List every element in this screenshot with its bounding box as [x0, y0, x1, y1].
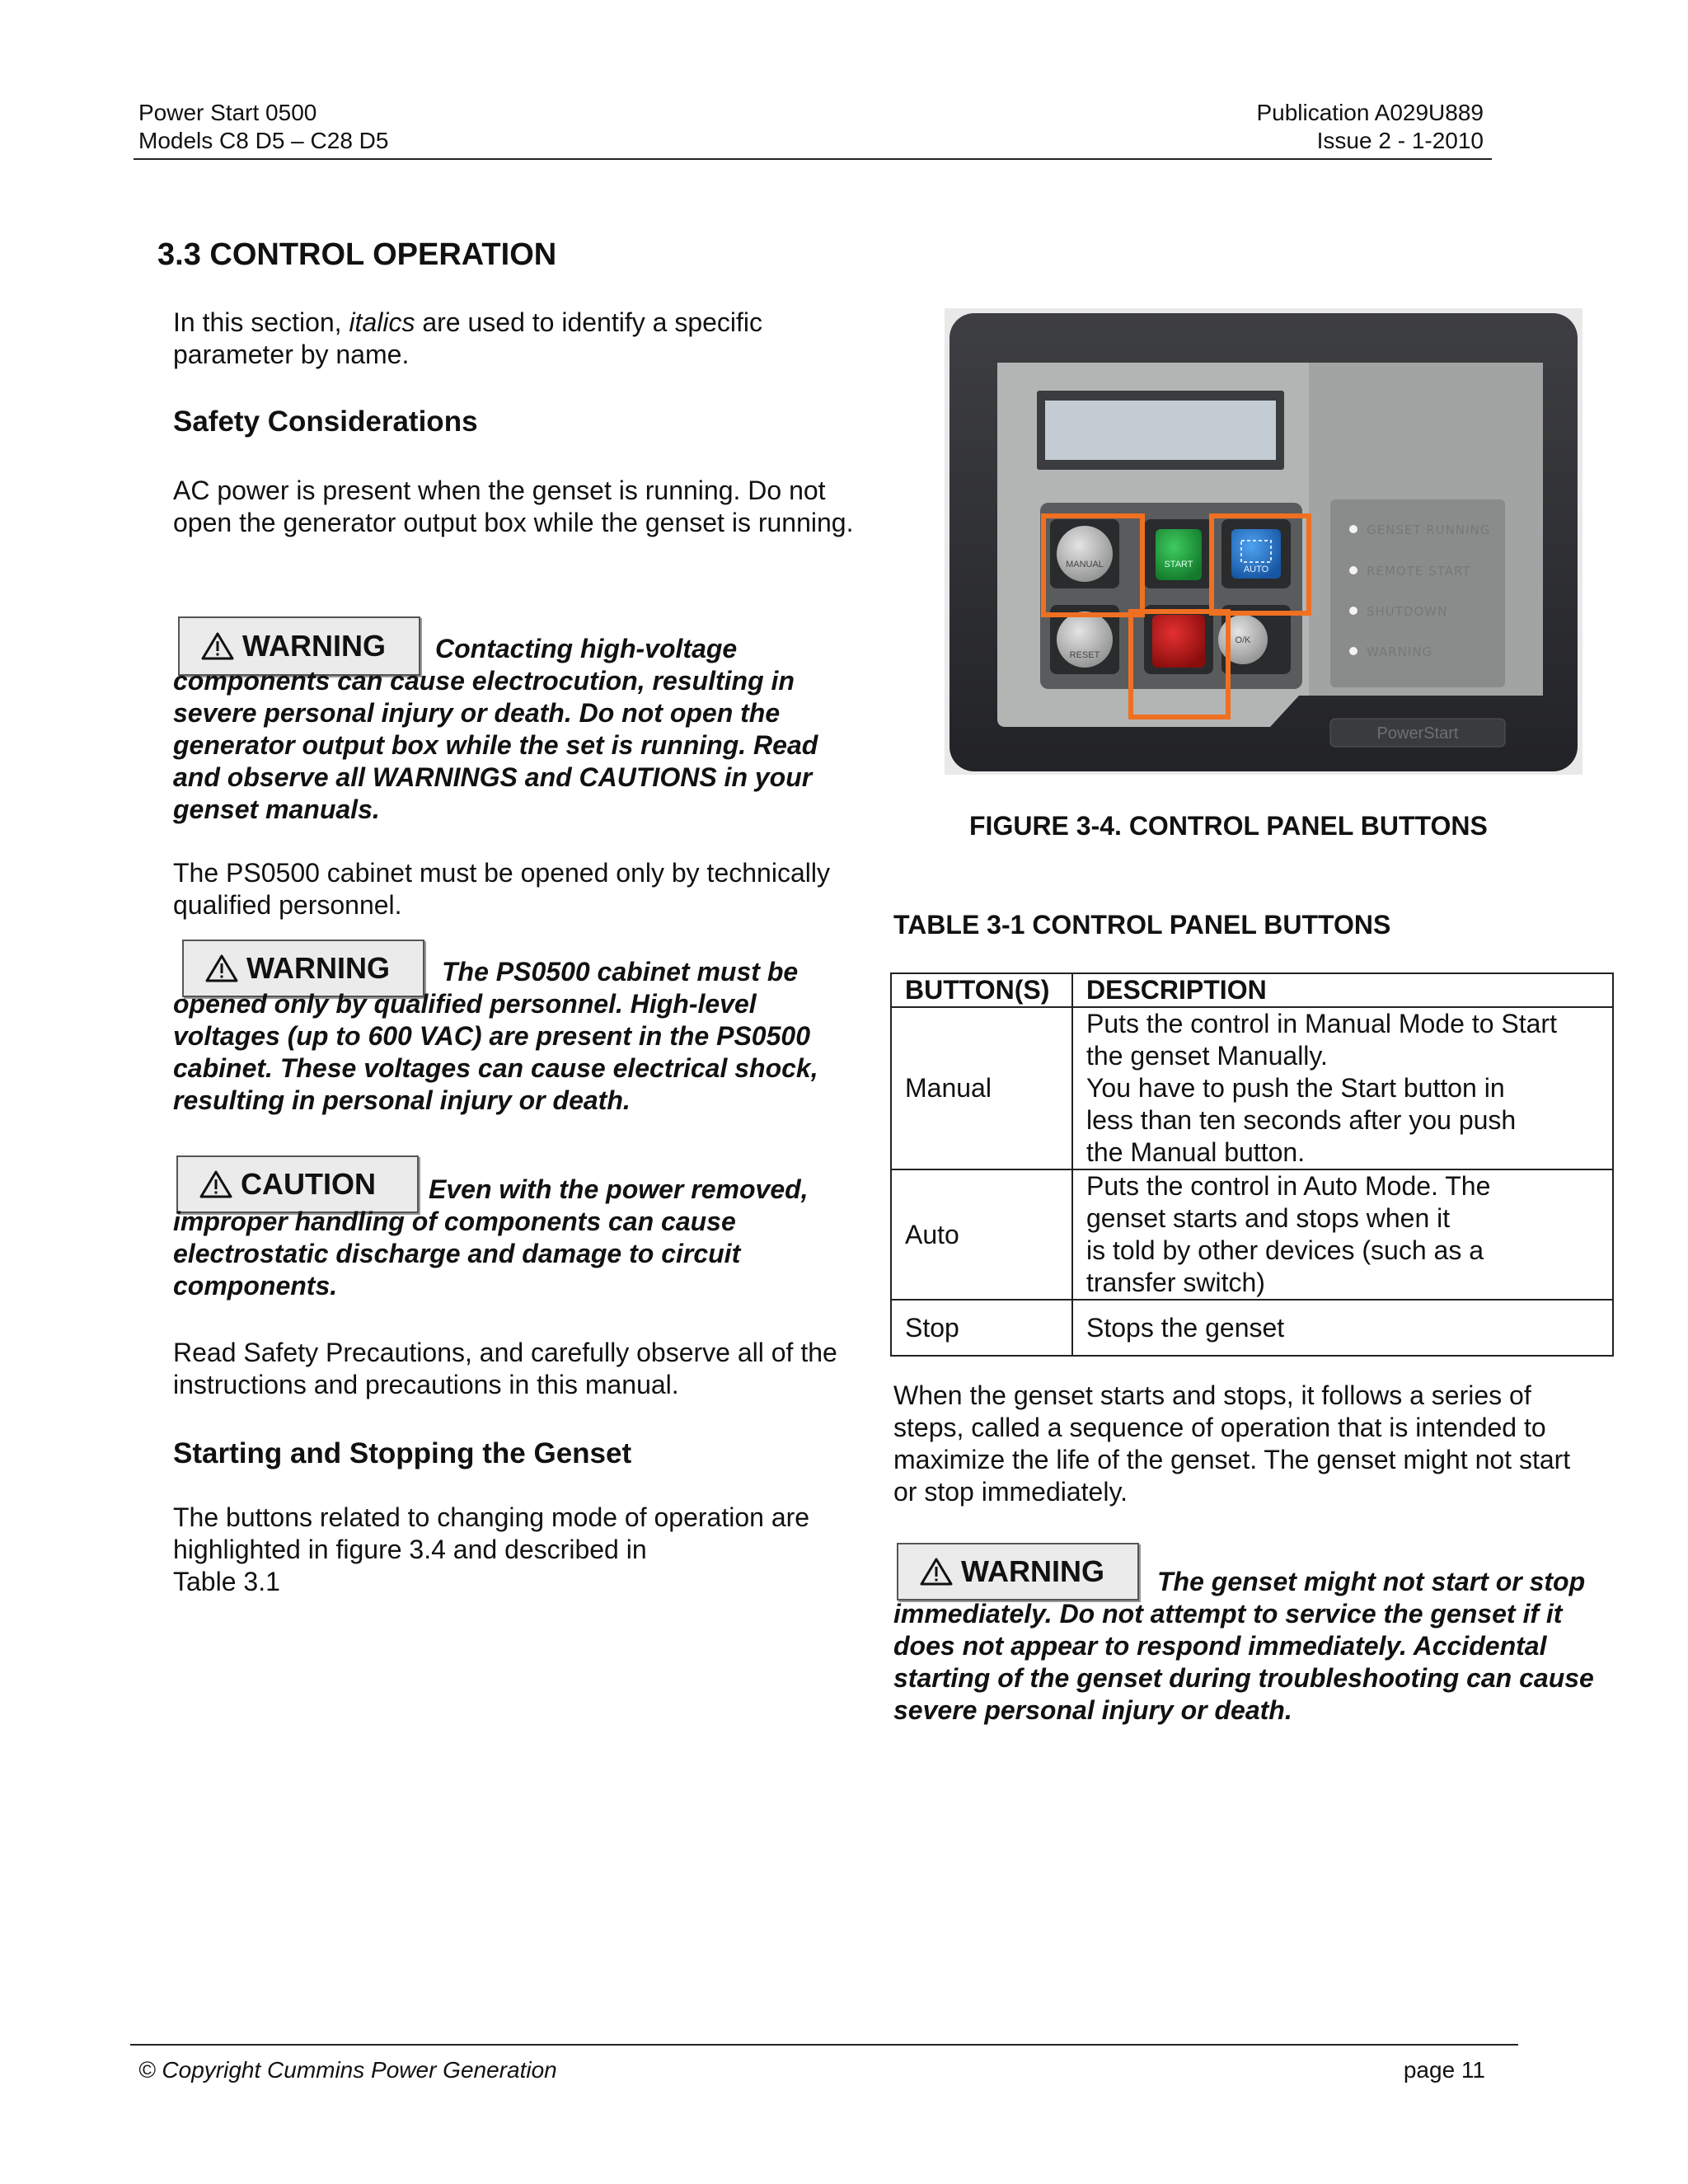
control-buttons-table — [890, 972, 1614, 1357]
led-label-genset-running: GENSET RUNNING — [1367, 523, 1491, 537]
table-header-row — [891, 973, 1613, 1007]
description-line: Puts the control in Auto Mode. The — [1086, 1171, 1491, 1201]
intro-text-after: are used to identify a specific parameter by name. — [173, 307, 763, 369]
warning-text-2 — [173, 956, 865, 1117]
warning-badge-label: WARNING — [246, 951, 390, 985]
description-line: the genset Manually. — [1086, 1041, 1328, 1071]
safety-heading: Safety Considerations — [173, 405, 478, 438]
safety-paragraph-2: The PS0500 cabinet must be opened only by technically qualified personnel. — [173, 858, 830, 920]
button-manual[interactable] — [1050, 519, 1119, 588]
starting-heading: Starting and Stopping the Genset — [173, 1437, 632, 1469]
warning-rest-3: stop immediately. Do not attempt to service the genset if it does not appear to respond immediately. Accidental starting of the genset during troubleshooting can cause severe personal injury or death. — [893, 1567, 1594, 1725]
footer-copyright: © Copyright Cummins Power Generation — [138, 2057, 557, 2083]
warning-rest-2: opened only by qualified personnel. High-level voltages (up to 600 VAC) are present in the PS0500 cabinet. These voltages can cause electrical shock, resulting in personal injury or death. — [173, 989, 818, 1115]
description-line: You have to push the Start button in — [1086, 1073, 1505, 1103]
table-row — [891, 1300, 1613, 1356]
brand-label: PowerStart — [1376, 724, 1459, 743]
caution-lead: Even with the power removed, — [429, 1174, 809, 1204]
table-header-description: DESCRIPTION — [1072, 973, 1613, 1007]
warning-lead-2: The PS0500 cabinet must be — [442, 957, 799, 987]
caution-badge-label: CAUTION — [241, 1167, 376, 1201]
led-label-shutdown: SHUTDOWN — [1367, 604, 1448, 619]
button-start[interactable] — [1144, 519, 1213, 588]
description-line: genset starts and stops when it — [1086, 1203, 1451, 1233]
header-rule — [134, 158, 1492, 160]
manual-label: MANUAL — [1066, 560, 1104, 569]
led-indicator — [1349, 525, 1357, 533]
table-row — [891, 1007, 1613, 1169]
description-line: less than ten seconds after you push — [1086, 1105, 1517, 1135]
warning-lead-3: The genset might not start or — [1157, 1567, 1522, 1596]
control-panel-figure — [945, 308, 1582, 775]
led-indicator — [1349, 607, 1357, 615]
footer-rule — [130, 2044, 1518, 2046]
intro-text-before: In this section, — [173, 307, 349, 337]
button-stop[interactable] — [1144, 605, 1213, 674]
warning-lead-1: Contacting high-voltage — [435, 634, 738, 663]
description-line: Stops the genset — [1086, 1312, 1285, 1343]
led-label-remote-start: REMOTE START — [1367, 564, 1471, 579]
warning-text-1 — [173, 633, 865, 826]
header-product: Power Start 0500 — [138, 100, 317, 125]
table-cell-button: Auto — [891, 1169, 1072, 1300]
warning-rest-1: components can cause electrocution, resulting in severe personal injury or death. Do not open the generator output box while the set is running. Read and observe all WARNINGS and CAUTIONS in your genset manuals. — [173, 666, 818, 824]
caution-rest: improper handling of components can cause electrostatic discharge and damage to circuit components. — [173, 1207, 741, 1301]
warning-badge-label: WARNING — [242, 629, 386, 663]
safety-paragraph-1: AC power is present when the genset is running. Do not open the generator output box while the genset is running. — [173, 476, 854, 537]
header-publication: Publication A029U889 — [1256, 100, 1484, 125]
sequence-paragraph: When the genset starts and stops, it follows a series of steps, called a sequence of operation that is intended to maximize the life of the genset. The genset might not start or stop immediately. — [893, 1380, 1571, 1507]
safety-paragraph-3: Read Safety Precautions, and carefully observe all of the instructions and precautions in this manual. — [173, 1338, 837, 1399]
control-panel-image — [945, 308, 1582, 775]
table-row — [891, 1169, 1613, 1300]
start-label: START — [1164, 560, 1193, 569]
section-title: 3.3 CONTROL OPERATION — [157, 237, 557, 272]
table-cell-description — [1072, 1169, 1613, 1300]
led-indicator — [1349, 647, 1357, 655]
description-line: transfer switch) — [1086, 1268, 1265, 1297]
ok-label: O/K — [1235, 635, 1251, 645]
header-right — [1154, 99, 1484, 155]
description-line: Puts the control in Manual Mode to Start — [1086, 1009, 1557, 1038]
description-line: is told by other devices (such as a — [1086, 1235, 1484, 1265]
table-cell-description — [1072, 1007, 1613, 1169]
auto-label: AUTO — [1243, 565, 1269, 574]
header-issue: Issue 2 - 1-2010 — [1316, 128, 1484, 153]
led-indicator — [1349, 566, 1357, 574]
figure-caption: FIGURE 3-4. CONTROL PANEL BUTTONS — [969, 811, 1488, 841]
reset-label: RESET — [1069, 650, 1100, 660]
warning-badge-label: WARNING — [961, 1554, 1104, 1588]
header-left — [138, 99, 388, 155]
table-header-button: BUTTON(S) — [891, 973, 1072, 1007]
header-models: Models C8 D5 – C28 D5 — [138, 128, 389, 153]
caution-text — [173, 1174, 865, 1302]
intro-paragraph — [173, 307, 865, 371]
footer-page-number: page 11 — [1403, 2057, 1485, 2083]
table-cell-description — [1072, 1300, 1613, 1356]
table-cell-button: Stop — [891, 1300, 1072, 1356]
starting-paragraph — [173, 1502, 874, 1598]
description-line: the Manual button. — [1086, 1137, 1306, 1167]
button-auto[interactable] — [1221, 519, 1291, 588]
starting-text-tail: Table 3.1 — [173, 1567, 280, 1596]
warning-text-3 — [893, 1566, 1602, 1727]
lcd-screen — [1045, 401, 1276, 460]
starting-text: The buttons related to changing mode of operation are highlighted in figure 3.4 and described in — [173, 1502, 810, 1564]
led-label-warning: WARNING — [1367, 644, 1433, 659]
table-cell-button: Manual — [891, 1007, 1072, 1169]
table-caption: TABLE 3-1 CONTROL PANEL BUTTONS — [893, 910, 1391, 940]
intro-italic: italics — [349, 307, 415, 337]
